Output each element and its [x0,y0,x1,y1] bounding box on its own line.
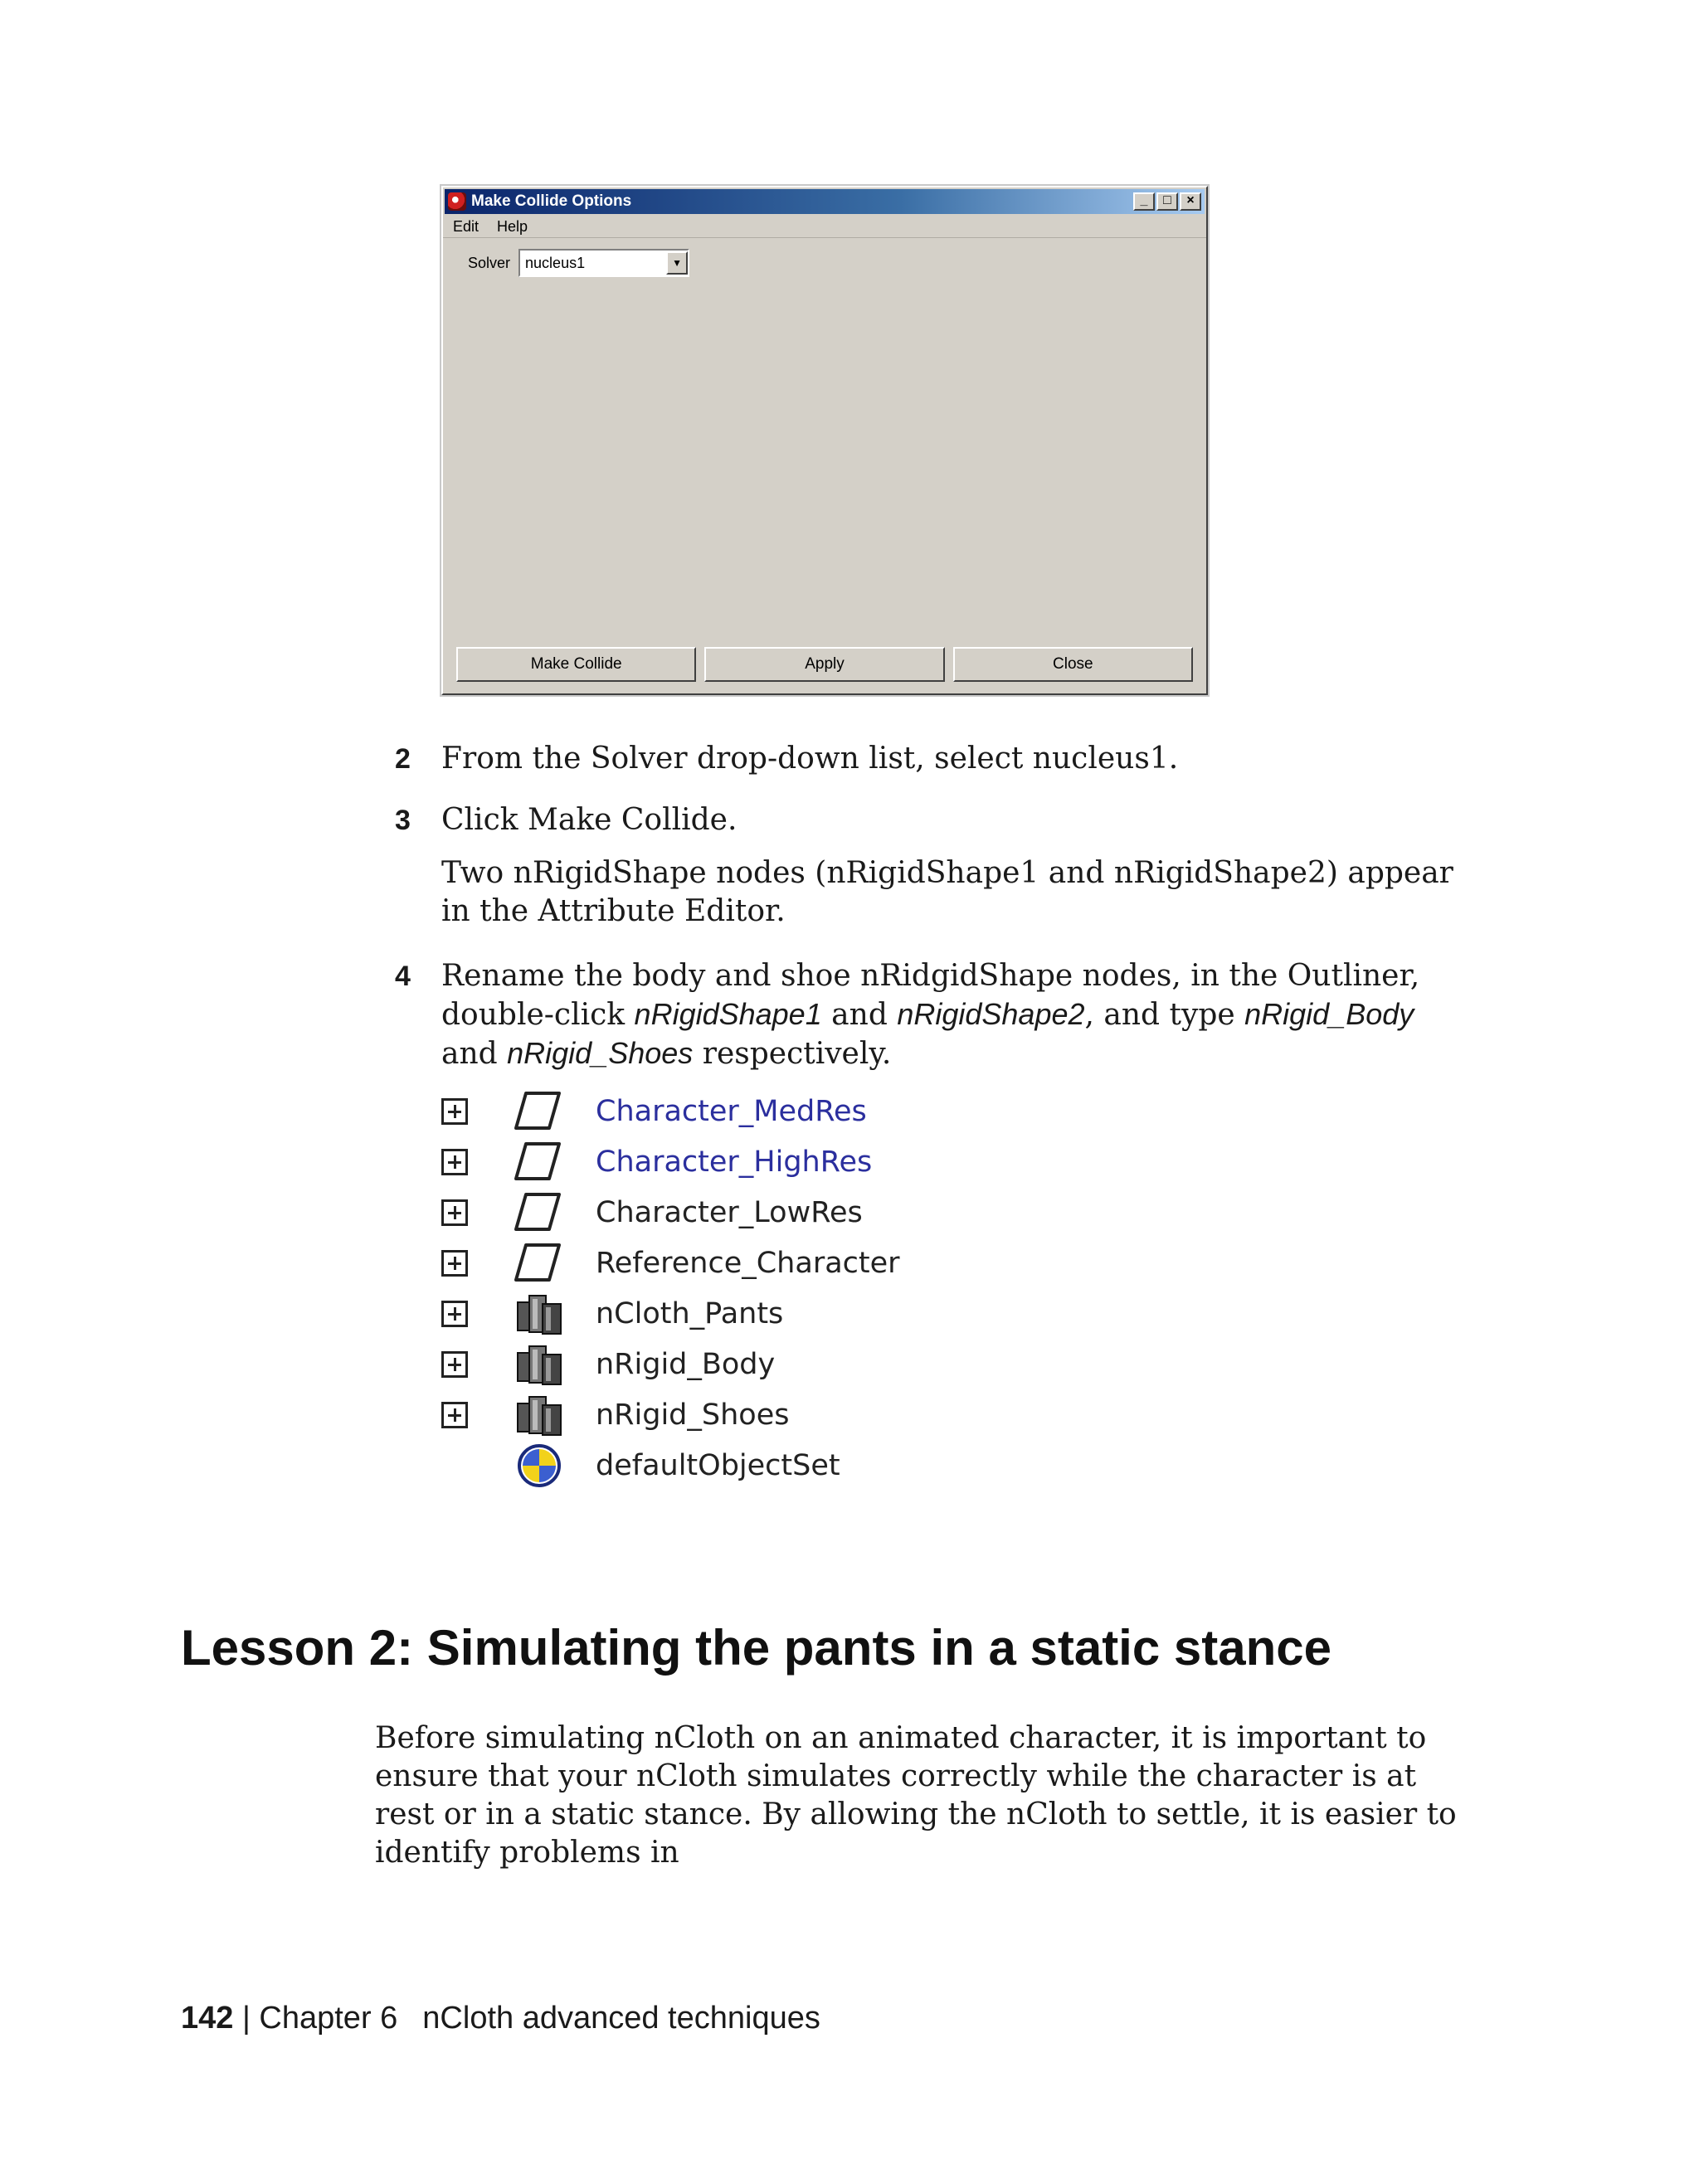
outliner-node-label: nRigid_Body [596,1348,776,1381]
step-number: 3 [395,805,411,836]
dialog-menubar [443,216,1206,238]
outliner-node-label: nRigid_Shoes [596,1398,790,1432]
expand-plus-icon[interactable] [441,1199,468,1226]
dialog-titlebar[interactable] [445,189,1205,214]
step-number: 2 [395,743,411,775]
outliner-row[interactable] [438,1340,1035,1389]
outliner-row[interactable] [438,1087,1035,1136]
solver-dropdown[interactable] [518,249,689,277]
maximize-icon[interactable]: □ [1156,192,1178,211]
outliner-node-label: Reference_Character [596,1247,900,1280]
step-text [441,957,1473,1073]
outliner-node-label: defaultObjectSet [596,1449,840,1482]
menu-edit[interactable]: Edit [453,217,480,235]
expand-plus-icon[interactable] [441,1402,468,1428]
outliner-row[interactable] [438,1188,1035,1238]
transform-icon [514,1189,564,1236]
outliner-node-label: Character_HighRes [596,1146,873,1179]
step-3 [395,801,1473,839]
minimize-icon[interactable]: _ [1133,192,1155,211]
chapter-label: Chapter 6 [259,2001,398,2036]
expand-plus-icon[interactable] [441,1098,468,1125]
step-number: 4 [395,961,411,992]
step-2 [395,740,1473,778]
maya-app-icon [448,192,466,211]
outliner-node-label: Character_MedRes [596,1095,867,1128]
close-icon[interactable]: × [1180,192,1201,211]
page-footer [181,2001,820,2036]
step-text: Click Make Collide. [441,803,738,837]
outliner-row[interactable] [438,1441,1035,1491]
lesson-body: Before simulating nCloth on an animated character, it is important to ensure that your nCloth simulates correctly while the character is at rest or in a static stance. By allowing the nCloth to settle, it is easier to identify problems in [375,1721,1457,1870]
chapter-title: nCloth advanced techniques [422,2001,820,2036]
step-4 [395,957,1473,1073]
outliner-row[interactable] [438,1238,1035,1288]
menu-help[interactable]: Help [497,217,528,235]
dialog-title: Make Collide Options [471,192,632,210]
step-text-segment: respectively. [693,1037,892,1071]
expand-plus-icon[interactable] [441,1301,468,1327]
solver-label: Solver [468,254,511,271]
make-collide-options-dialog [441,186,1208,695]
node-name-italic: nRigidShape1 [634,997,822,1031]
footer-separator: | [241,2001,251,2036]
step-text-segment: , and type [1084,998,1245,1032]
page-number: 142 [181,2001,234,2036]
nucleus-node-icon [514,1291,564,1337]
expand-plus-icon[interactable] [441,1149,468,1175]
transform-icon [514,1139,564,1185]
node-name-italic: nRigidShape2 [897,997,1085,1031]
nucleus-node-icon [514,1341,564,1388]
outliner-row[interactable] [438,1390,1035,1440]
outliner-node-label: Character_LowRes [596,1196,863,1229]
outliner-row[interactable] [438,1137,1035,1187]
object-set-icon [514,1442,564,1489]
transform-icon [514,1240,564,1287]
dialog-button-row [456,647,1193,682]
outliner-node-label: nCloth_Pants [596,1297,784,1330]
step-3-note: Two nRigidShape nodes (nRigidShape1 and nRigidShape2) appear in the Attribute Editor. [441,856,1453,928]
close-button[interactable]: Close [953,647,1193,682]
apply-button[interactable]: Apply [704,647,944,682]
solver-row [468,249,689,277]
solver-dropdown-value: nucleus1 [525,254,586,271]
outliner-panel [438,1087,1035,1510]
make-collide-button[interactable]: Make Collide [456,647,696,682]
step-text-segment: and [441,1037,508,1071]
node-name-italic: nRigid_Shoes [507,1036,694,1070]
step-text: From the Solver drop-down list, select nucleus1. [441,742,1179,776]
node-name-italic: nRigid_Body [1244,997,1414,1031]
lesson-title: Lesson 2: Simulating the pants in a static stance [181,1620,1332,1676]
transform-icon [514,1088,564,1135]
nucleus-node-icon [514,1392,564,1438]
expand-plus-icon[interactable] [441,1351,468,1378]
chevron-down-icon[interactable]: ▼ [666,251,688,275]
expand-plus-icon[interactable] [441,1250,468,1277]
step-text-segment: and [821,998,898,1032]
outliner-row[interactable] [438,1289,1035,1339]
step-text-segment: Rename the body and shoe nRidgidShape nodes, in the Outliner, double-click [441,959,1420,1032]
